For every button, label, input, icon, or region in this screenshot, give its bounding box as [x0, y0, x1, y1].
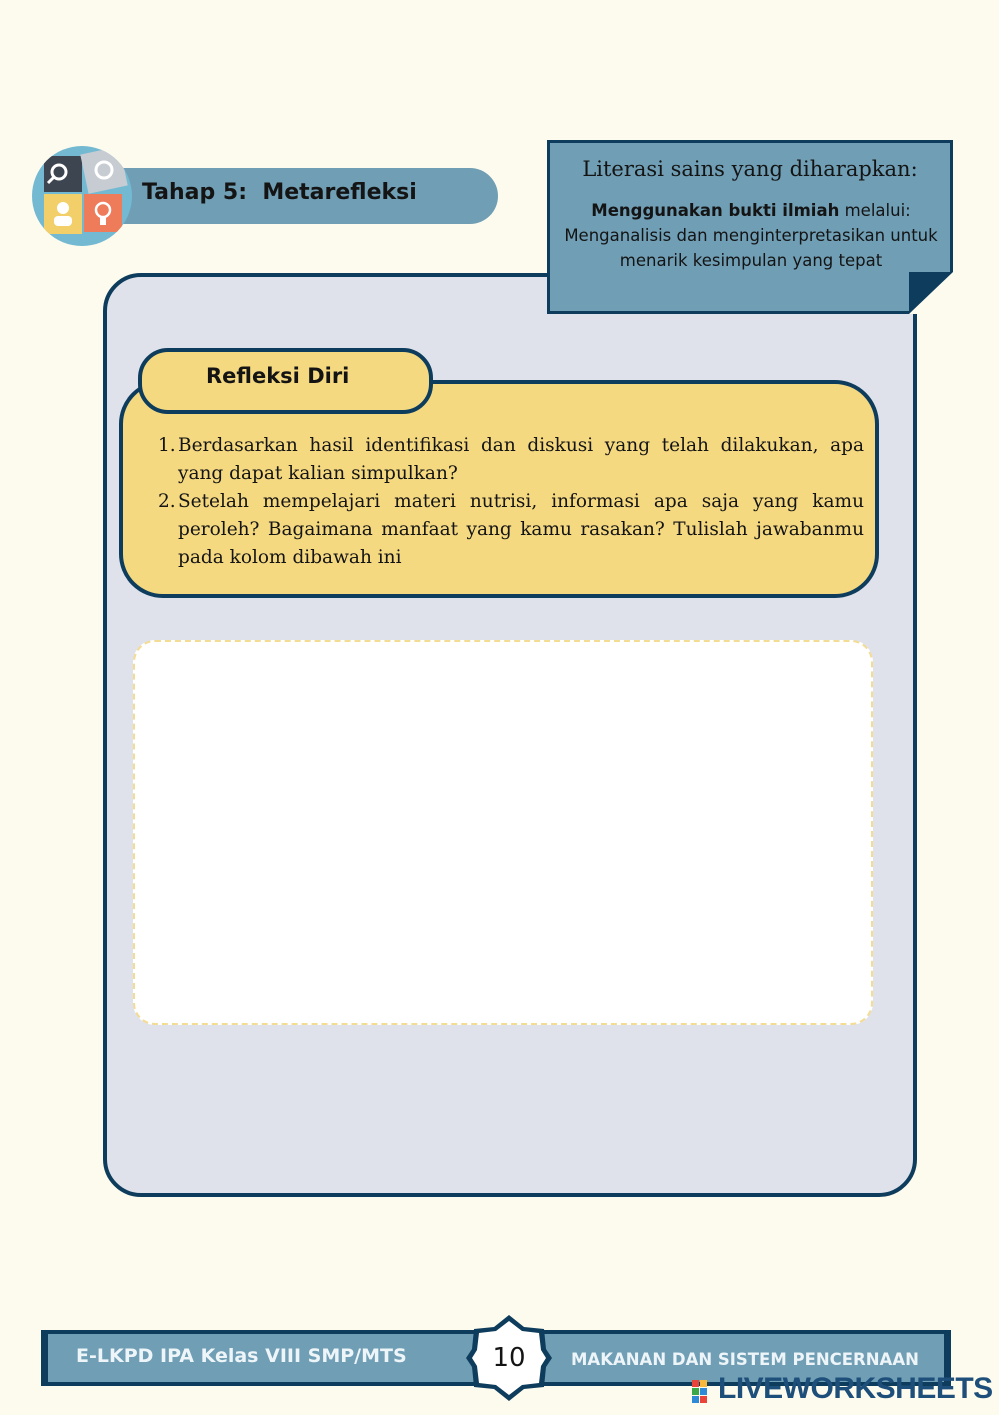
literacy-title: Literasi sains yang diharapkan:	[582, 157, 918, 181]
question-list	[158, 432, 864, 572]
stage-title: Tahap 5: Metarefleksi	[142, 180, 417, 205]
question-item	[158, 432, 864, 488]
liveworksheets-watermark: LIVEWORKSHEETS	[718, 1372, 993, 1405]
footer-topic-label: MAKANAN DAN SISTEM PENCERNAAN	[571, 1350, 919, 1369]
literacy-body	[564, 198, 938, 273]
liveworksheets-logo-icon	[692, 1380, 716, 1404]
literacy-emphasis: Menggunakan bukti ilmiah	[591, 201, 840, 220]
page-number: 10	[492, 1343, 526, 1373]
literacy-box	[547, 140, 953, 314]
question-number: 1.	[158, 435, 176, 456]
question-number: 2.	[158, 491, 176, 512]
reflection-tab-label: Refleksi Diri	[206, 364, 350, 388]
answer-textarea[interactable]	[133, 640, 873, 1025]
page-fold-corner	[909, 272, 953, 314]
question-text: Setelah mempelajari materi nutrisi, informasi apa saja yang kamu peroleh? Bagaimana manfaat yang kamu rasakan? Tulislah jawabanmu pada kolom dibawah ini	[178, 491, 864, 568]
puzzle-icon	[32, 146, 132, 246]
footer-course-label: E-LKPD IPA Kelas VIII SMP/MTS	[76, 1345, 407, 1367]
question-item	[158, 488, 864, 572]
literacy-text: melalui: Menganalisis dan menginterpretasikan untuk menarik kesimpulan yang tepat	[564, 201, 938, 270]
reflection-tab	[138, 348, 433, 414]
question-text: Berdasarkan hasil identifikasi dan diskusi yang telah dilakukan, apa yang dapat kalian simpulkan?	[178, 435, 864, 484]
